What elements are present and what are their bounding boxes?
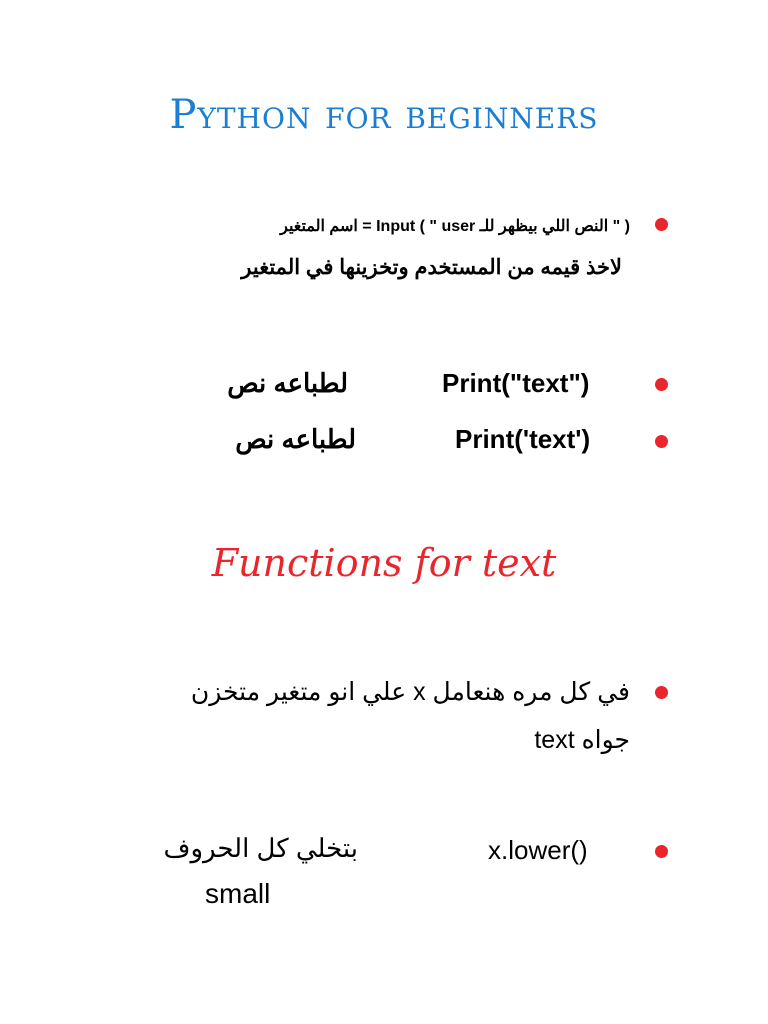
print-single-quote-code: Print('text') bbox=[455, 424, 591, 454]
bullet-icon bbox=[655, 686, 668, 699]
section-title: Functions for text bbox=[211, 541, 557, 585]
bullet-icon bbox=[655, 845, 668, 858]
print-single-quote-desc: لطباعه نص bbox=[235, 424, 356, 454]
input-syntax-line: ( " النص اللي بيظهر للـ user " ) Input = اسم المتغير bbox=[280, 218, 630, 235]
print-double-quote-desc: لطباعه نص bbox=[227, 368, 348, 398]
lower-function-desc: بتخلي كل الحروف bbox=[163, 833, 358, 863]
variable-note-line1: في كل مره هنعامل x علي انو متغير متخزن bbox=[190, 678, 630, 706]
lower-function-desc-small: small bbox=[205, 878, 271, 909]
page-title: Python for beginners bbox=[169, 92, 599, 138]
bullet-icon bbox=[655, 435, 668, 448]
input-description: لاخذ قيمه من المستخدم وتخزينها في المتغير bbox=[241, 256, 622, 279]
print-double-quote-code: Print("text") bbox=[442, 368, 590, 398]
lower-function-code: x.lower() bbox=[488, 835, 588, 865]
variable-note-line2: جواه text bbox=[534, 726, 630, 754]
bullet-icon bbox=[655, 378, 668, 391]
bullet-icon bbox=[655, 218, 668, 231]
